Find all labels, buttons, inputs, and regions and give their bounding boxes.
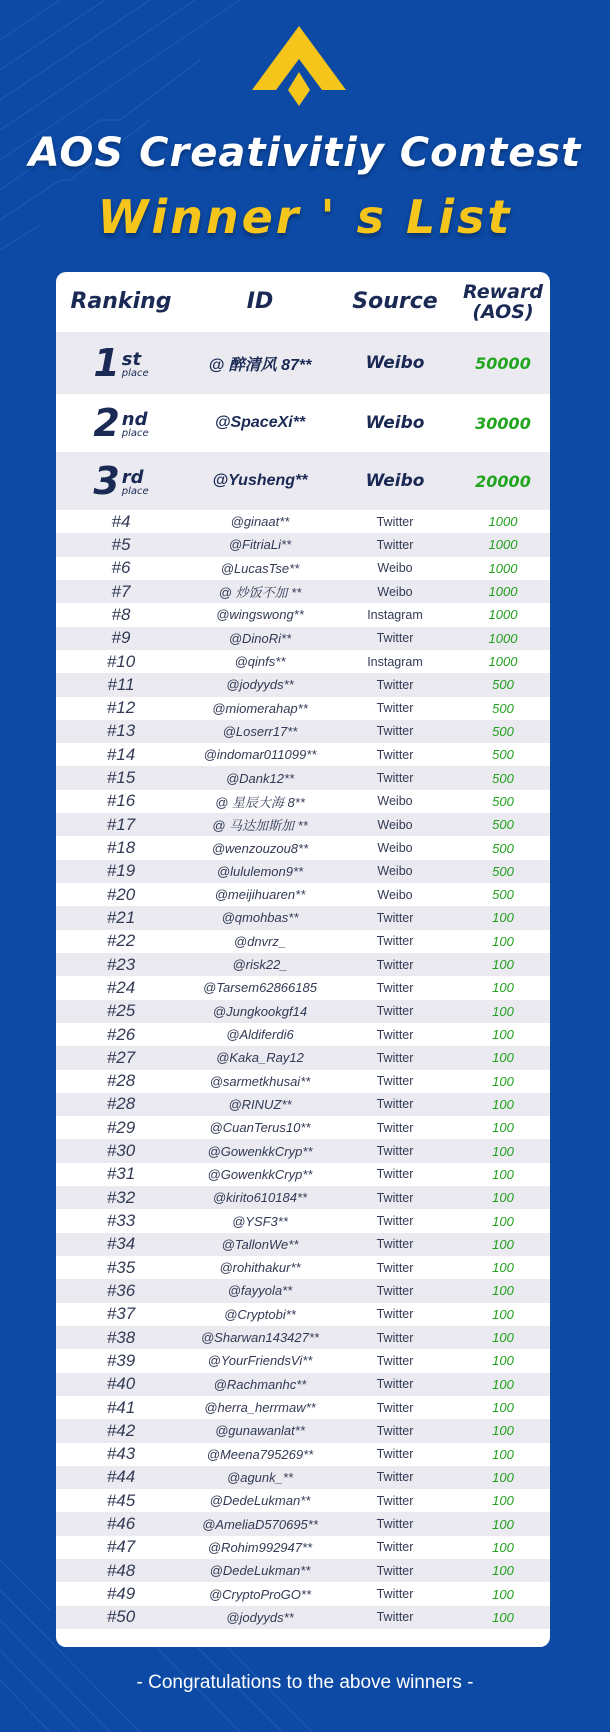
table-row [56,1559,550,1582]
source-cell: Twitter [376,980,414,995]
id-cell: @ 马达加斯加 ** [212,818,308,834]
id-cell: @Dank12** [225,770,295,786]
table-row [56,1489,550,1512]
rank-cell: #31 [106,1164,136,1184]
reward-cell: 1000 [488,514,518,530]
source-cell: Twitter [376,1447,414,1462]
reward-cell: 1000 [488,654,518,670]
reward-cell: 100 [492,1563,514,1579]
id-cell: @Meena795269** [206,1446,314,1462]
reward-cell: 500 [492,677,514,693]
id-cell: @wenzouzou8** [211,840,309,856]
reward-cell: 100 [492,1260,514,1276]
reward-cell: 100 [492,1376,514,1392]
reward-cell: 100 [492,1516,514,1532]
reward-cell: 100 [492,1143,514,1159]
footer-congratulations: - Congratulations to the above winners - [136,1672,474,1693]
table-row [56,883,550,906]
id-cell: @Sharwan143427** [200,1330,319,1346]
id-cell: @gunawanlat** [215,1423,305,1439]
source-cell: Twitter [376,1330,414,1345]
source-cell: Weibo [377,864,413,879]
source-cell: Twitter [376,1587,414,1602]
place-ordinal: rd [121,467,144,488]
reward-cell: 100 [492,1050,514,1066]
rank-cell: #41 [106,1397,136,1417]
top-row-2 [56,394,550,452]
source-cell: Twitter [376,1423,414,1438]
source-cell: Weibo [377,817,413,832]
rank-cell: #8 [111,604,131,624]
place-suffix [122,469,149,497]
rank-cell: #45 [106,1490,136,1510]
id-cell: @qmohbas** [221,910,299,926]
reward-cell: 100 [492,1283,514,1299]
table-row [56,1536,550,1559]
table-row [56,557,550,580]
id-cell: @rohithakur** [219,1260,301,1276]
winner-reward: 20000 [475,471,531,491]
table-row [56,906,550,929]
reward-cell: 100 [492,957,514,973]
winner-id: @Yusheng** [212,472,308,489]
id-cell: @DedeLukman** [209,1493,311,1509]
rank-cell: #24 [106,977,136,997]
place-suffix [122,351,149,379]
table-row [56,930,550,953]
winner-id: @ 醉清风 87** [208,356,312,374]
id-cell: @Tarsem62866185 [203,980,317,996]
id-cell: @Aldiferdi6 [226,1027,294,1043]
rank-cell: #42 [106,1420,136,1440]
rank-cell: #7 [111,581,131,601]
winner-source: Weibo [365,353,425,373]
source-cell: Twitter [376,1307,414,1322]
place-number: 3 [93,459,120,503]
reward-cell: 500 [492,817,514,833]
id-cell: @RINUZ** [228,1096,292,1112]
source-cell: Twitter [376,957,414,972]
table-row [56,836,550,859]
table-row [56,813,550,836]
table-row [56,1512,550,1535]
source-cell: Twitter [376,1050,414,1065]
rank-cell: #18 [106,838,136,858]
id-cell: @DedeLukman** [209,1563,311,1579]
reward-cell: 100 [492,1353,514,1369]
table-row [56,1046,550,1069]
id-cell: @TallonWe** [221,1236,299,1252]
source-cell: Twitter [376,1610,414,1625]
place-badge [56,341,186,385]
table-row [56,1419,550,1442]
table-row [56,1303,550,1326]
id-cell: @Loserr17** [222,723,298,739]
source-cell: Twitter [376,1027,414,1042]
source-cell: Twitter [376,771,414,786]
source-cell: Twitter [376,1074,414,1089]
id-cell: @lululemon9** [216,863,304,879]
reward-cell: 1000 [488,584,518,600]
reward-cell: 100 [492,1330,514,1346]
source-cell: Twitter [376,1004,414,1019]
reward-cell: 500 [492,770,514,786]
reward-cell: 500 [492,793,514,809]
source-cell: Twitter [376,631,414,646]
rank-cell: #37 [106,1304,136,1324]
place-badge [56,401,186,445]
reward-cell: 100 [492,1469,514,1485]
table-row [56,860,550,883]
rank-cell: #13 [106,721,136,741]
winners-list [56,510,550,1629]
source-cell: Twitter [376,1493,414,1508]
id-cell: @ 星辰大海 8** [215,794,305,810]
source-cell: Twitter [376,1377,414,1392]
reward-cell: 100 [492,1166,514,1182]
rank-cell: #33 [106,1211,136,1231]
table-row [56,627,550,650]
reward-cell: 100 [492,1096,514,1112]
id-cell: @agunk_** [227,1469,293,1485]
id-cell: @ 炒饭不加 ** [218,585,302,601]
rank-cell: #36 [106,1280,136,1300]
table-header [56,272,550,332]
title-line1: AOS Creativitiy Contest [28,130,582,176]
source-cell: Twitter [376,910,414,925]
place-word: place [121,428,149,439]
rank-cell: #15 [106,768,136,788]
id-cell: @LucasTse** [220,560,300,576]
winner-id: @SpaceXi** [214,414,306,431]
reward-cell: 100 [492,1539,514,1555]
table-row [56,1209,550,1232]
rank-cell: #10 [106,651,136,671]
rank-cell: #32 [106,1187,136,1207]
header-reward-line1: Reward [463,281,543,303]
id-cell: @herra_herrmaw** [204,1400,316,1416]
rank-cell: #39 [106,1350,136,1370]
table-row [56,697,550,720]
table-row [56,1116,550,1139]
table-row [56,1186,550,1209]
place-badge [56,459,186,503]
reward-cell: 100 [492,910,514,926]
reward-cell: 1000 [488,630,518,646]
table-row [56,1396,550,1419]
id-cell: @YSF3** [232,1213,288,1229]
reward-cell: 100 [492,1003,514,1019]
source-cell: Weibo [377,841,413,856]
id-cell: @GowenkkCryp** [207,1143,313,1159]
winner-source: Weibo [365,413,425,433]
id-cell: @miomerahap** [212,700,308,716]
source-cell: Weibo [377,794,413,809]
id-cell: @GowenkkCryp** [207,1166,313,1182]
source-cell: Twitter [376,1190,414,1205]
reward-cell: 100 [492,1213,514,1229]
winner-reward: 50000 [475,353,531,373]
id-cell: @CuanTerus10** [209,1120,311,1136]
table-row [56,1023,550,1046]
header-id: ID [246,289,274,314]
rank-cell: #5 [111,534,131,554]
rank-cell: #34 [106,1234,136,1254]
rank-cell: #21 [106,907,136,927]
rank-cell: #22 [106,931,136,951]
rank-cell: #17 [106,814,136,834]
place-word: place [121,368,149,379]
source-cell: Twitter [376,1144,414,1159]
place-number: 2 [93,401,120,445]
aos-triangle-logo-icon [252,26,346,106]
place-number: 1 [93,341,120,385]
source-cell: Twitter [376,1540,414,1555]
reward-cell: 100 [492,1120,514,1136]
source-cell: Twitter [376,701,414,716]
rank-cell: #28 [106,1094,136,1114]
table-row [56,1326,550,1349]
table-row [56,650,550,673]
reward-cell: 100 [492,1236,514,1252]
id-cell: @sarmetkhusai** [209,1073,311,1089]
source-cell: Twitter [376,1517,414,1532]
id-cell: @Rohim992947** [207,1539,313,1555]
table-row [56,790,550,813]
rank-cell: #40 [106,1374,136,1394]
header-ranking: Ranking [70,289,172,314]
source-cell: Instagram [367,607,423,622]
reward-cell: 100 [492,1190,514,1206]
rank-cell: #6 [111,558,131,578]
id-cell: @Rachmanhc** [213,1376,307,1392]
source-cell: Weibo [377,561,413,576]
source-cell: Twitter [376,677,414,692]
rank-cell: #20 [106,884,136,904]
reward-cell: 1000 [488,560,518,576]
place-ordinal: nd [121,409,148,430]
reward-cell: 100 [492,1586,514,1602]
header-reward [456,282,550,322]
rank-cell: #43 [106,1444,136,1464]
id-cell: @Cryptobi** [224,1306,296,1322]
id-cell: @AmeliaD570695** [202,1516,318,1532]
rank-cell: #11 [107,674,135,694]
top-three-list [56,332,550,510]
title-line2: Winner ' s List [97,190,513,244]
rank-cell: #29 [106,1117,136,1137]
source-cell: Twitter [376,1237,414,1252]
rank-cell: #16 [106,791,136,811]
source-cell: Twitter [376,537,414,552]
reward-cell: 100 [492,1073,514,1089]
source-cell: Twitter [376,514,414,529]
source-cell: Twitter [376,1167,414,1182]
table-row [56,720,550,743]
table-row [56,510,550,533]
header-reward-line2: (AOS) [472,301,534,323]
id-cell: @FitriaLi** [228,537,292,553]
id-cell: @ginaat** [230,514,290,530]
reward-cell: 100 [492,980,514,996]
source-cell: Twitter [376,1097,414,1112]
reward-cell: 500 [492,863,514,879]
id-cell: @jodyyds** [226,1609,294,1625]
reward-cell: 1000 [488,537,518,553]
source-cell: Twitter [376,724,414,739]
table-row [56,1163,550,1186]
reward-cell: 100 [492,933,514,949]
table-row [56,603,550,626]
reward-cell: 100 [492,1027,514,1043]
rank-cell: #38 [106,1327,136,1347]
rank-cell: #35 [106,1257,136,1277]
rank-cell: #46 [106,1514,136,1534]
table-row [56,673,550,696]
id-cell: @risk22_ [232,957,288,973]
id-cell: @wingswong** [216,607,304,623]
id-cell: @YourFriendsVi** [207,1353,313,1369]
place-ordinal: st [121,349,142,370]
rank-cell: #48 [106,1560,136,1580]
id-cell: @Jungkookgf14 [212,1003,308,1019]
id-cell: @kirito610184** [212,1190,308,1206]
rank-cell: #26 [106,1024,136,1044]
table-row [56,1139,550,1162]
rank-cell: #4 [111,511,131,531]
source-cell: Twitter [376,747,414,762]
table-row [56,1443,550,1466]
rank-cell: #12 [106,698,136,718]
reward-cell: 100 [492,1423,514,1439]
reward-cell: 100 [492,1493,514,1509]
source-cell: Twitter [376,1470,414,1485]
id-cell: @DinoRi** [228,630,292,646]
table-row [56,1000,550,1023]
source-cell: Twitter [376,1260,414,1275]
reward-cell: 100 [492,1609,514,1625]
source-cell: Instagram [367,654,423,669]
place-word: place [121,486,149,497]
table-row [56,1093,550,1116]
table-row [56,1279,550,1302]
rank-cell: #27 [106,1047,136,1067]
place-suffix [122,411,149,439]
reward-cell: 100 [492,1400,514,1416]
table-row [56,1349,550,1372]
top-row-1 [56,332,550,394]
source-cell: Twitter [376,1283,414,1298]
table-row [56,976,550,999]
id-cell: @fayyola** [227,1283,293,1299]
table-row [56,1606,550,1629]
id-cell: @meijihuaren** [214,887,306,903]
reward-cell: 500 [492,723,514,739]
source-cell: Twitter [376,1120,414,1135]
id-cell: @jodyyds** [226,677,294,693]
rank-cell: #28 [106,1071,136,1091]
top-row-3 [56,452,550,510]
table-row [56,533,550,556]
rank-cell: #23 [106,954,136,974]
source-cell: Weibo [377,887,413,902]
source-cell: Twitter [376,1400,414,1415]
winner-source: Weibo [365,471,425,491]
reward-cell: 500 [492,747,514,763]
rank-cell: #9 [111,628,131,648]
winner-reward: 30000 [475,413,531,433]
id-cell: @Kaka_Ray12 [216,1050,304,1066]
rank-cell: #19 [106,861,136,881]
source-cell: Weibo [377,584,413,599]
rank-cell: #49 [106,1584,136,1604]
table-row [56,1233,550,1256]
table-row [56,1466,550,1489]
source-cell: Twitter [376,1563,414,1578]
id-cell: @dnvrz_ [233,933,287,949]
id-cell: @qinfs** [234,654,286,670]
rank-cell: #25 [106,1001,136,1021]
reward-cell: 1000 [488,607,518,623]
rank-cell: #47 [106,1537,136,1557]
table-row [56,1256,550,1279]
rank-cell: #14 [106,744,136,764]
header-source: Source [352,289,438,314]
reward-cell: 500 [492,887,514,903]
source-cell: Twitter [376,934,414,949]
table-row [56,1373,550,1396]
table-row [56,1582,550,1605]
rank-cell: #50 [106,1607,136,1627]
reward-cell: 500 [492,700,514,716]
reward-cell: 100 [492,1446,514,1462]
winners-table [56,272,550,1647]
table-row [56,766,550,789]
rank-cell: #30 [106,1141,136,1161]
source-cell: Twitter [376,1214,414,1229]
rank-cell: #44 [106,1467,136,1487]
reward-cell: 500 [492,840,514,856]
source-cell: Twitter [376,1353,414,1368]
table-row [56,953,550,976]
id-cell: @CryptoProGO** [208,1586,312,1602]
table-row [56,743,550,766]
table-row [56,1070,550,1093]
id-cell: @indomar011099** [203,747,317,763]
reward-cell: 100 [492,1306,514,1322]
table-row [56,580,550,603]
